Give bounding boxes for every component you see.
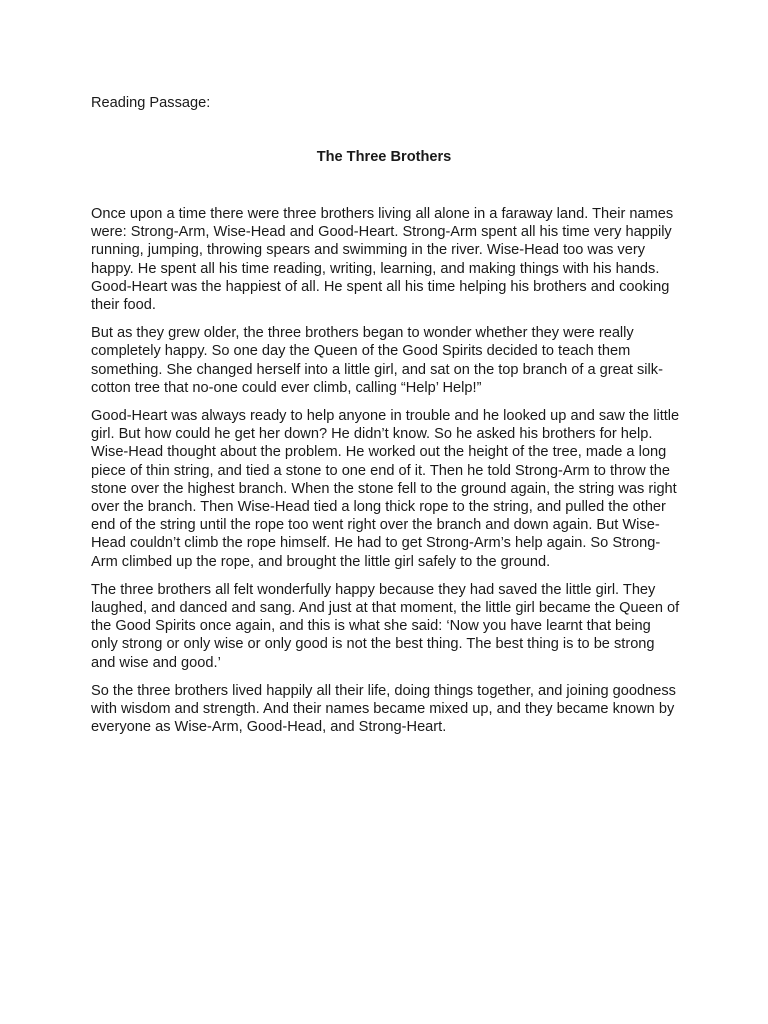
passage-body <box>91 205 681 746</box>
paragraph-3: Good-Heart was always ready to help anyone in trouble and he looked up and saw the little girl. But how could he get her down? He didn’t know. So he asked his brothers for help. Wise-Head thought about the problem. He worked out the height of the tree, made a long piece of thin string, and tied a stone to one end of it. Then he told Strong-Arm to throw the stone over the highest branch. When the stone fell to the ground again, the string was right over the branch. Then Wise-Head tied a long thick rope to the string, and pulled the other end of the string until the rope too went right over the branch and down again. But Wise-Head couldn’t climb the rope himself. He had to get Strong-Arm’s help again. So Strong-Arm climbed up the rope, and brought the little girl safely to the ground. <box>91 408 680 570</box>
paragraph-1: Once upon a time there were three brothers living all alone in a faraway land. Their names were: Strong-Arm, Wise-Head and Good-Heart. Strong-Arm spent all his time very happily running, jumping, throwing spears and swimming in the river. Wise-Head too was very happy. He spent all his time reading, writing, learning, and making things with his hands. Good-Heart was the happiest of all. He spent all his time helping his brothers and cooking their food. <box>91 206 674 314</box>
paragraph-2: But as they grew older, the three brothers began to wonder whether they were really completely happy. So one day the Queen of the Good Spirits decided to teach them something. She changed herself into a little girl, and sat on the top branch of a great silk-cotton tree that no-one could ever climb, calling “Help’ Help!” <box>91 325 663 396</box>
paragraph-4: The three brothers all felt wonderfully happy because they had saved the little girl. They laughed, and danced and sang. And just at that moment, the little girl became the Queen of the Good Spirits once again, and this is what she said: ‘Now you have learnt that being only strong or only wise or only good is not the best thing. The best thing is to be strong and wise and good.’ <box>91 581 680 671</box>
paragraph-5: So the three brothers lived happily all their life, doing things together, and joining goodness with wisdom and strength. And their names became mixed up, and they became known by everyone as Wise-Arm, Good-Head, and Strong-Heart. <box>91 682 676 736</box>
passage-title: The Three Brothers <box>316 149 452 165</box>
passage-label: Reading Passage: <box>91 95 211 111</box>
